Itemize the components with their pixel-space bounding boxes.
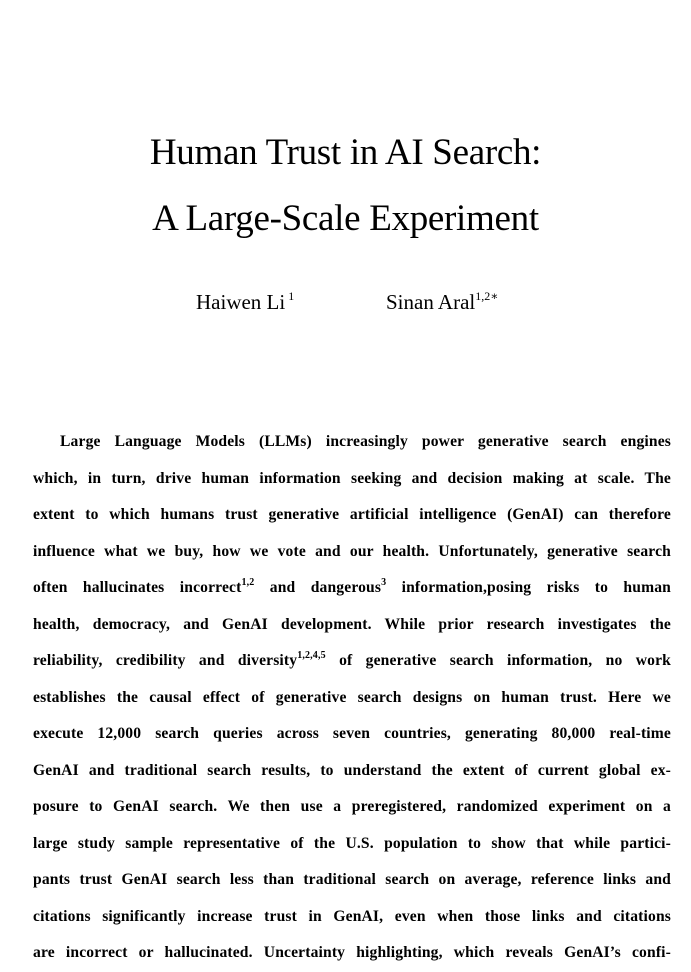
abstract-line: reliability, credibility and diversity$^{1,2,4,5}$ of generative search information, no work: [33, 650, 671, 669]
abstract-line: are incorrect or hallucinated. Uncertainty highlighting, which reveals GenAI’s confi-: [33, 944, 671, 961]
citation-ref: 1,2,4,5: [297, 650, 326, 661]
citation-ref: 3: [381, 577, 387, 588]
abstract-line: influence what we buy, how we vote and our health. Unfortunately, generative search: [33, 542, 671, 560]
abstract-line: establishes the causal effect of generative search designs on human trust. Here we: [33, 688, 671, 706]
author-haiwen-li: [196, 289, 294, 315]
author-list: [0, 289, 691, 315]
abstract: [33, 424, 671, 972]
abstract-line: execute 12,000 search queries across seven countries, generating 80,000 real-time: [33, 725, 671, 742]
abstract-line: health, democracy, and GenAI development. While prior research investigates the: [33, 615, 671, 633]
author-affiliation: 1: [285, 289, 295, 303]
author-affiliation: 1,2∗: [475, 289, 499, 303]
abstract-line: large study sample representative of the U.S. population to show that while partici-: [33, 834, 671, 852]
author-name: Haiwen Li: [196, 290, 286, 314]
abstract-line: extent to which humans trust generative artificial intelligence (GenAI) can therefore: [33, 506, 671, 523]
abstract-line: GenAI and traditional search results, to understand the extent of current global ex-: [33, 761, 671, 779]
abstract-line: pants trust GenAI search less than traditional search on average, reference links and: [33, 871, 671, 888]
abstract-line: Large Language Models (LLMs) increasingly power generative search engines: [60, 433, 671, 450]
author-name: Sinan Aral: [386, 290, 476, 314]
author-sinan-aral: [386, 289, 498, 315]
citation-ref: 1,2: [241, 577, 255, 588]
abstract-line: often hallucinates incorrect$^{1,2}$ and dangerous$^3$ information,posing risks to human: [33, 577, 671, 596]
abstract-line: posure to GenAI search. We then use a preregistered, randomized experiment on a: [33, 798, 671, 815]
paper-title-line-2: A Large-Scale Experiment: [152, 198, 539, 239]
abstract-line: which, in turn, drive human information seeking and decision making at scale. The: [33, 469, 671, 487]
abstract-line: citations significantly increase trust in GenAI, even when those links and citations: [33, 907, 671, 925]
paper-title-line-1: Human Trust in AI Search:: [149, 132, 542, 173]
